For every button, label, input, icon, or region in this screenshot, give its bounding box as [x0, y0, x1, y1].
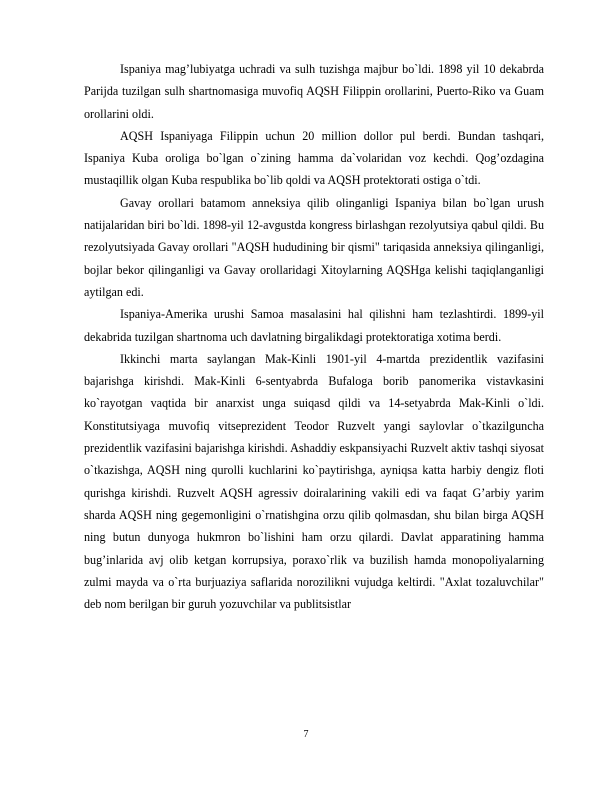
paragraph-1: Ispaniya mag’lubiyatga uchradi va sulh tuzishga majbur bo`ldi. 1898 yil 10 dekabrda Parijda tuzilgan sulh shartnomasiga muvofiq AQSH Filippin orollarini, Puerto-Riko va Guam orollarini oldi.: [84, 62, 544, 121]
page-number: 7: [303, 729, 309, 740]
paragraph-2: AQSH Ispaniyaga Filippin uchun 20 million dollor pul berdi. Bundan tashqari, Ispaniya Kuba oroliga bo`lgan o`zining hamma da`volaridan voz kechdi. Qog’ozdagina mustaqillik olgan Kuba respublika bo`lib qoldi va AQSH protektorati ostiga o`tdi.: [84, 128, 544, 188]
paragraph-5: Ikkinchi marta saylangan Mak-Kinli 1901-yil 4-martda prezidentlik vazifasini bajarishga kirishdi. Mak-Kinli 6-sentyabrda Bufaloga borib panomerika vistavkasini ko`rayotgan vaqtida bir anarxist unga suiqasd qildi va 14-setyabrda Mak-Kinli o`ldi. Konstitutsiyaga muvofiq vitseprezident Teodor Ruzvelt yangi saylovlar o`tkazilguncha prezidentlik vazifasini bajarishga kirishdi. Ashaddiy eskpansiyachi Ruzvelt aktiv tashqi siyosat o`tkazishga, AQSH ning qurolli kuchlarini ko`paytirishga, ayniqsa katta harbiy dengiz floti qurishga kirishdi. Ruzvelt AQSH agressiv doiralarining vakili edi va faqat G’arbiy yarim sharda AQSH ning gegemonligini o`rnatishgina orzu qilib qolmasdan, shu bilan birga AQSH ning butun dunyoga hukmron bo`lishini ham orzu qilardi. Davlat apparatining hamma bug’inlarida avj olib ketgan korrupsiya, poraxo`rlik va buzilish hamda monopoliyalarning zulmi mayda va o`rta burjuaziya saflarida norozilikni vujudga keltirdi. "Axlat tozaluvchilar" deb nom berilgan bir guruh yozuvchilar va publitsistlar: [84, 351, 544, 612]
document-body: [84, 58, 544, 615]
paragraph-4: Ispaniya-Amerika urushi Samoa masalasini hal qilishni ham tezlashtirdi. 1899-yil dekabrida tuzilgan shartnoma uch davlatning birgalikdagi protektoratiga xotima berdi.: [84, 307, 544, 344]
paragraph-3: Gavay orollari batamom anneksiya qilib olinganligi Ispaniya bilan bo`lgan urush natijalaridan biri bo`ldi. 1898-yil 12-avgustda kongress birlashgan rezolyutsiya qabul qildi. Bu rezolyutsiyada Gavay orollari "AQSH hududining bir qismi" tariqasida anneksiya qilinganligi, bojlar bekor qilinganligi va Gavay orollaridagi Xitoylarning AQSHga kelishi taqiqlanganligi aytilgan edi.: [84, 195, 544, 299]
